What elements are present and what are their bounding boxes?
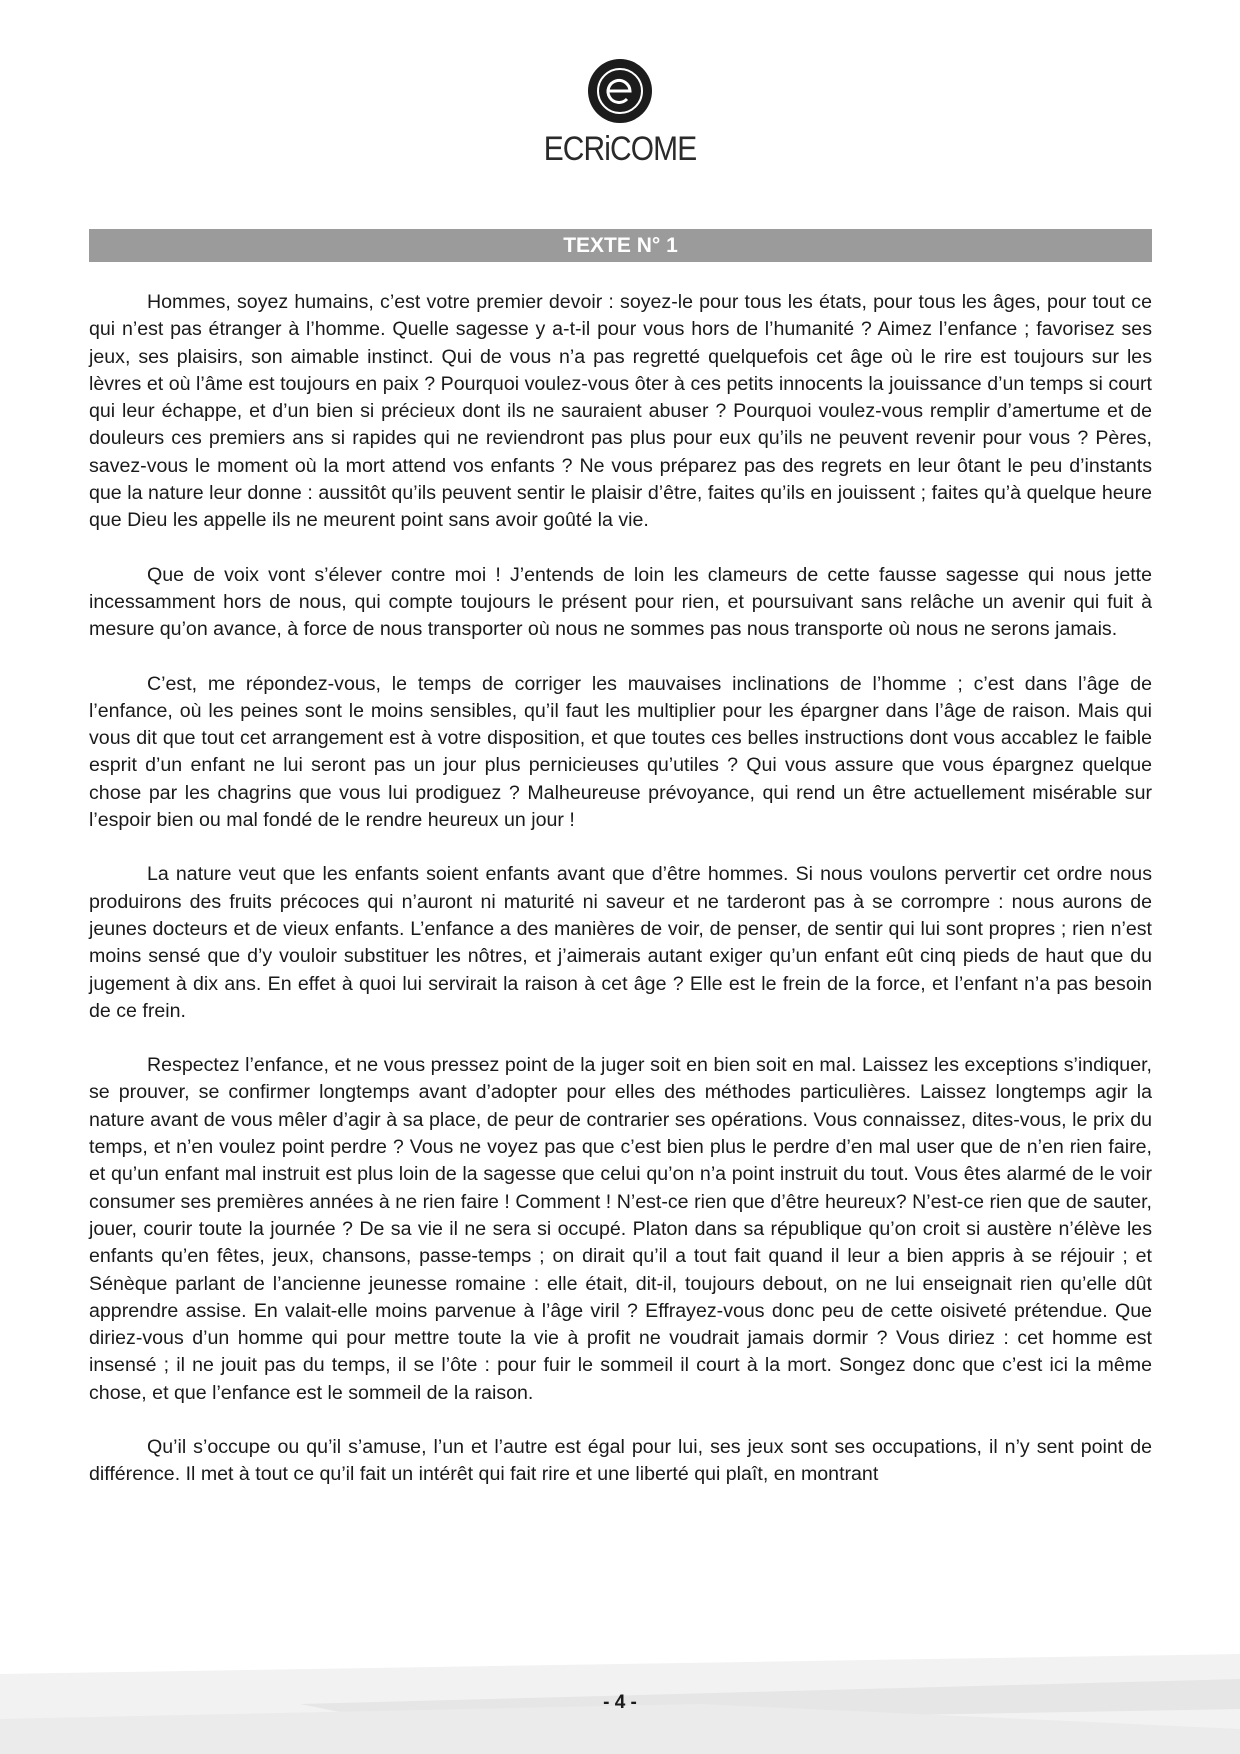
paragraph: C’est, me répondez-vous, le temps de corriger les mauvaises inclinations de l’homme ; c’est dans l’âge de l’enfance, où les peines sont le moins sensibles, qu’il faut les multiplier pour les épargner dans l’âge de raison. Mais qui vous dit que tout cet arrangement est à votre disposition, et que toutes ces belles instructions dont vous accablez le faible esprit d’un enfant ne lui seront pas un jour plus pernicieuses qu’utiles ? Qui vous assure que vous épargnez quelque chose par les chagrins que vous lui prodiguez ? Malheureuse prévoyance, qui rend un être actuellement misérable sur l’espoir bien ou mal fondé de le rendre heureux un jour ! bbox=[89, 672, 1152, 832]
paragraph: La nature veut que les enfants soient enfants avant que d’être hommes. Si nous voulons pervertir cet ordre nous produirons des fruits précoces qui n’auront ni maturité ni saveur et ne tarderont pas à se corrompre : nous aurons de jeunes docteurs et de vieux enfants. L’enfance a des manières de voir, de penser, de sentir qui lui sont propres ; rien n’est moins sensé que d’y vouloir substituer les nôtres, et j’aimerais autant exiger qu’un enfant eût cinq pieds de haut que du jugement à dix ans. En effet à quoi lui servirait la raison à cet âge ? Elle est le frein de la force, et l’enfant n’a pas besoin de ce frein. bbox=[89, 863, 1152, 1022]
logo-wordmark: ECRiCOME bbox=[543, 130, 697, 168]
paragraph: Que de voix vont s’élever contre moi ! J’entends de loin les clameurs de cette fausse sagesse qui nous jette incessamment hors de nous, qui compte toujours le présent pour rien, et poursuivant sans relâche un avenir qui fuit à mesure qu’on avance, à force de nous transporter où nous ne sommes pas nous transporte où nous ne serons jamais. bbox=[89, 563, 1152, 641]
paragraph: Qu’il s’occupe ou qu’il s’amuse, l’un et l’autre est égal pour lui, ses jeux sont ses occupations, il n’y sent point de différence. Il met à tout ce qu’il fait un intérêt qui fait rire et une liberté qui plaît, en montrant bbox=[89, 1435, 1152, 1486]
header-logo bbox=[0, 58, 1240, 169]
ecricome-logo-icon bbox=[587, 58, 653, 124]
paragraph: Hommes, soyez humains, c’est votre premier devoir : soyez-le pour tous les états, pour tous les âges, pour tout ce qui n’est pas étranger à l’homme. Quelle sagesse y a-t-il pour vous hors de l’humanité ? Aimez l’enfance ; favorisez ses jeux, ses plaisirs, son aimable instinct. Qui de vous n’a pas regretté quelquefois cet âge où le rire est toujours sur les lèvres et où l’âme est toujours en paix ? Pourquoi voulez-vous ôter à ces petits innocents la jouissance d’un temps si court qui leur échappe, et d’un bien si précieux dont ils ne sauraient abuser ? Pourquoi voulez-vous remplir d’amertume et de douleurs ces premiers ans si rapides qui ne reviendront pas plus pour eux qu’ils ne peuvent revenir pour vous ? Pères, savez-vous le moment où la mort attend vos enfants ? Ne vous préparez pas des regrets en leur ôtant le peu d’instants que la nature leur donne : aussitôt qu’ils peuvent sentir le plaisir d’être, faites qu’ils en jouissent ; faites qu’à quelque heure que Dieu les appelle ils ne meurent point sans avoir goûté la vie. bbox=[89, 291, 1152, 532]
section-title: TEXTE N° 1 bbox=[89, 229, 1152, 262]
text-body bbox=[89, 289, 1152, 1516]
page-number: - 4 - bbox=[603, 1692, 637, 1713]
paragraph: Respectez l’enfance, et ne vous pressez point de la juger soit en bien soit en mal. Laissez les exceptions s’indiquer, se prouver, se confirmer longtemps avant d’adopter pour elles des méthodes particulières. Laissez longtemps agir la nature avant de vous mêler d’agir à sa place, de peur de contrarier ses opérations. Vous connaissez, dites-vous, le prix du temps, et n’en voulez point perdre ? Vous ne voyez pas que c’est bien plus le perdre d’en mal user que de n’en rien faire, et qu’un enfant mal instruit est plus loin de la sagesse que celui qu’on n’a point instruit du tout. Vous êtes alarmé de le voir consumer ses premières années à ne rien faire ! Comment ! N’est-ce rien que d’être heureux? N’est-ce rien que de sauter, jouer, courir toute la journée ? De sa vie il ne sera si occupé. Platon dans sa république qu’on croit si austère n’élève les enfants qu’en fêtes, jeux, chansons, passe-temps ; on dirait qu’il a tout fait quand il leur a bien appris à se réjouir ; et Sénèque parlant de l’ancienne jeunesse romaine : elle était, dit-il, toujours debout, on ne lui enseignait rien qu’elle dût apprendre assise. En valait-elle moins parvenue à l’âge viril ? Effrayez-vous donc peu de cette oisiveté prétendue. Que diriez-vous d’un homme qui pour mettre toute la vie à profit ne voudrait jamais dormir ? Vous diriez : cet homme est insensé ; il ne jouit pas du temps, il se l’ôte : pour fuir le sommeil il court à la mort. Songez donc que c’est ici la même chose, et que l’enfance est le sommeil de la raison. bbox=[89, 1054, 1152, 1404]
